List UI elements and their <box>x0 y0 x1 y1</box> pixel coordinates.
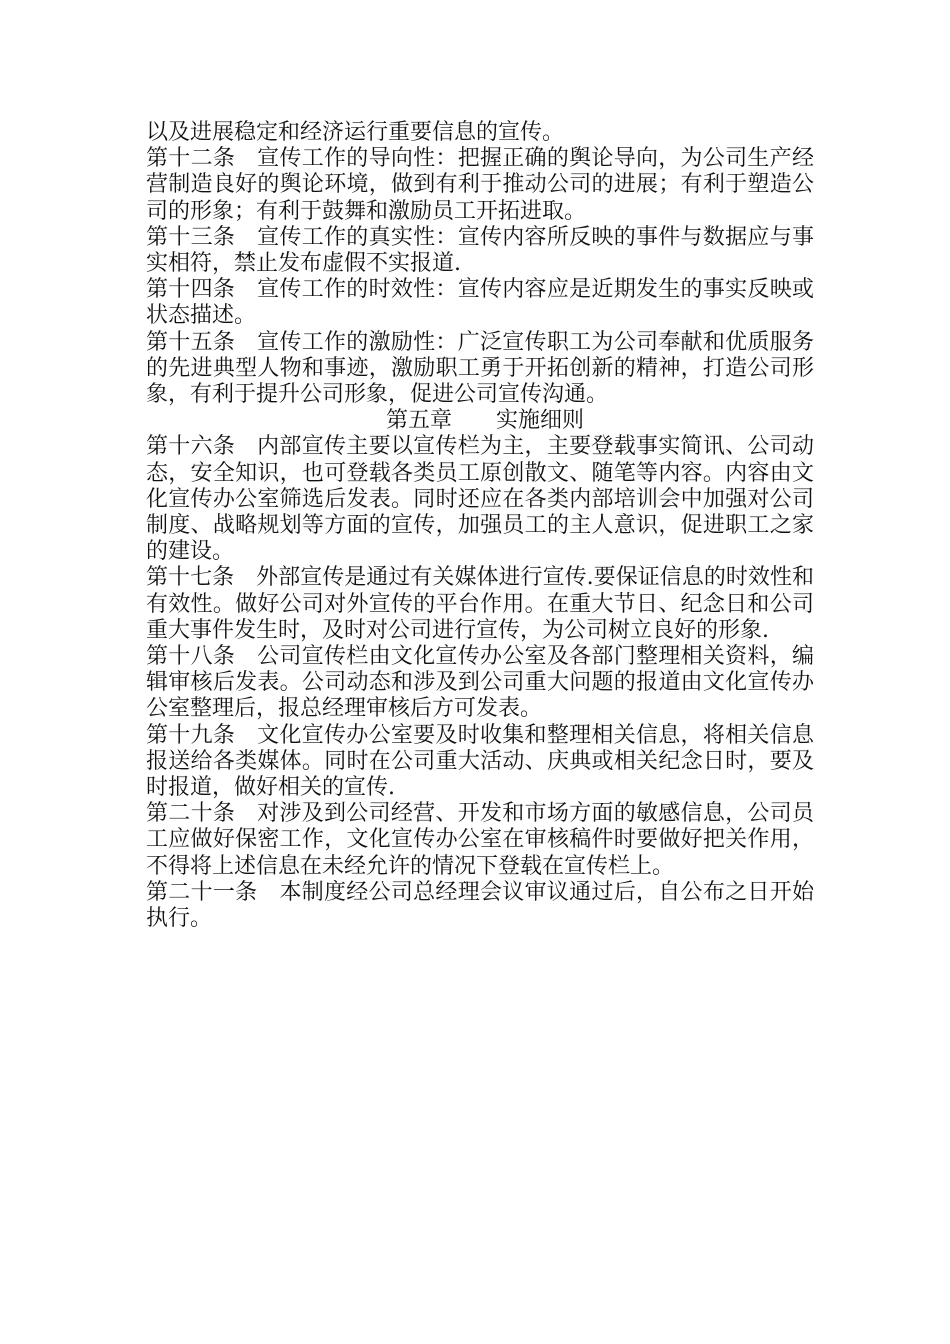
article-number: 第十六条 <box>146 434 236 460</box>
article-text: 外部宣传是通过有关媒体进行宣传.要保证信息的时效性和有效性。做好公司对外宣传的平台作用。在重大节日、纪念日和公司重大事件发生时，及时对公司进行宣传，为公司树立良好的形象. <box>146 565 814 643</box>
article-number: 第十四条 <box>146 277 236 303</box>
article-number: 第十七条 <box>146 565 235 591</box>
article-12 <box>146 146 814 225</box>
article-text: 宣传工作的导向性：把握正确的舆论导向，为公司生产经营制造良好的舆论环境，做到有利于推动公司的进展；有利于塑造公司的形象；有利于鼓舞和激励员工开拓进取。 <box>146 146 814 224</box>
article-13 <box>146 225 814 277</box>
article-text: 公司宣传栏由文化宣传办公室及各部门整理相关资料，编辑审核后发表。公司动态和涉及到公司重大问题的报道由文化宣传办公室整理后，报总经理审核后方可发表。 <box>146 644 814 722</box>
paragraph-continuation <box>146 120 814 146</box>
article-20 <box>146 801 814 880</box>
article-16 <box>146 434 814 565</box>
article-number: 第二十条 <box>146 801 236 827</box>
article-21 <box>146 880 814 932</box>
article-number: 第十二条 <box>146 146 236 172</box>
article-14 <box>146 277 814 329</box>
article-18 <box>146 644 814 723</box>
article-text: 本制度经公司总经理会议审议通过后，自公布之日开始执行。 <box>146 879 814 932</box>
article-text: 对涉及到公司经营、开发和市场方面的敏感信息，公司员工应做好保密工作，文化宣传办公室在审核稿件时要做好把关作用，不得将上述信息在未经允许的情况下登载在宣传栏上。 <box>146 801 814 879</box>
chapter-title: 实施细则 <box>496 408 585 434</box>
chapter-heading <box>146 408 814 434</box>
article-number: 第十三条 <box>146 224 236 250</box>
article-number: 第十九条 <box>146 722 236 748</box>
article-17 <box>146 565 814 644</box>
article-number: 第十八条 <box>146 644 236 670</box>
article-text: 文化宣传办公室要及时收集和整理相关信息，将相关信息报送给各类媒体。同时在公司重大活动、庆典或相关纪念日时，要及时报道，做好相关的宣传. <box>146 722 814 801</box>
document-page <box>146 120 814 932</box>
paragraph-text: 以及进展稳定和经济运行重要信息的宣传。 <box>146 120 565 145</box>
chapter-number: 第五章 <box>385 408 452 434</box>
article-text: 宣传工作的真实性：宣传内容所反映的事件与数据应与事实相符，禁止发布虚假不实报道. <box>146 224 814 277</box>
article-number: 第二十一条 <box>146 879 258 905</box>
article-19 <box>146 723 814 802</box>
article-text: 内部宣传主要以宣传栏为主，主要登载事实简讯、公司动态，安全知识，也可登载各类员工原创散文、随笔等内容。内容由文化宣传办公室筛选后发表。同时还应在各类内部培训会中加强对公司制度、战略规划等方面的宣传，加强员工的主人意识，促进职工之家的建设。 <box>146 434 814 565</box>
article-number: 第十五条 <box>146 329 236 355</box>
article-text: 宣传工作的时效性：宣传内容应是近期发生的事实反映或状态描述。 <box>146 277 814 329</box>
article-text: 宣传工作的激励性：广泛宣传职工为公司奉献和优质服务的先进典型人物和事迹，激励职工勇于开拓创新的精神，打造公司形象，有利于提升公司形象，促进公司宣传沟通。 <box>146 329 814 408</box>
article-15 <box>146 330 814 409</box>
